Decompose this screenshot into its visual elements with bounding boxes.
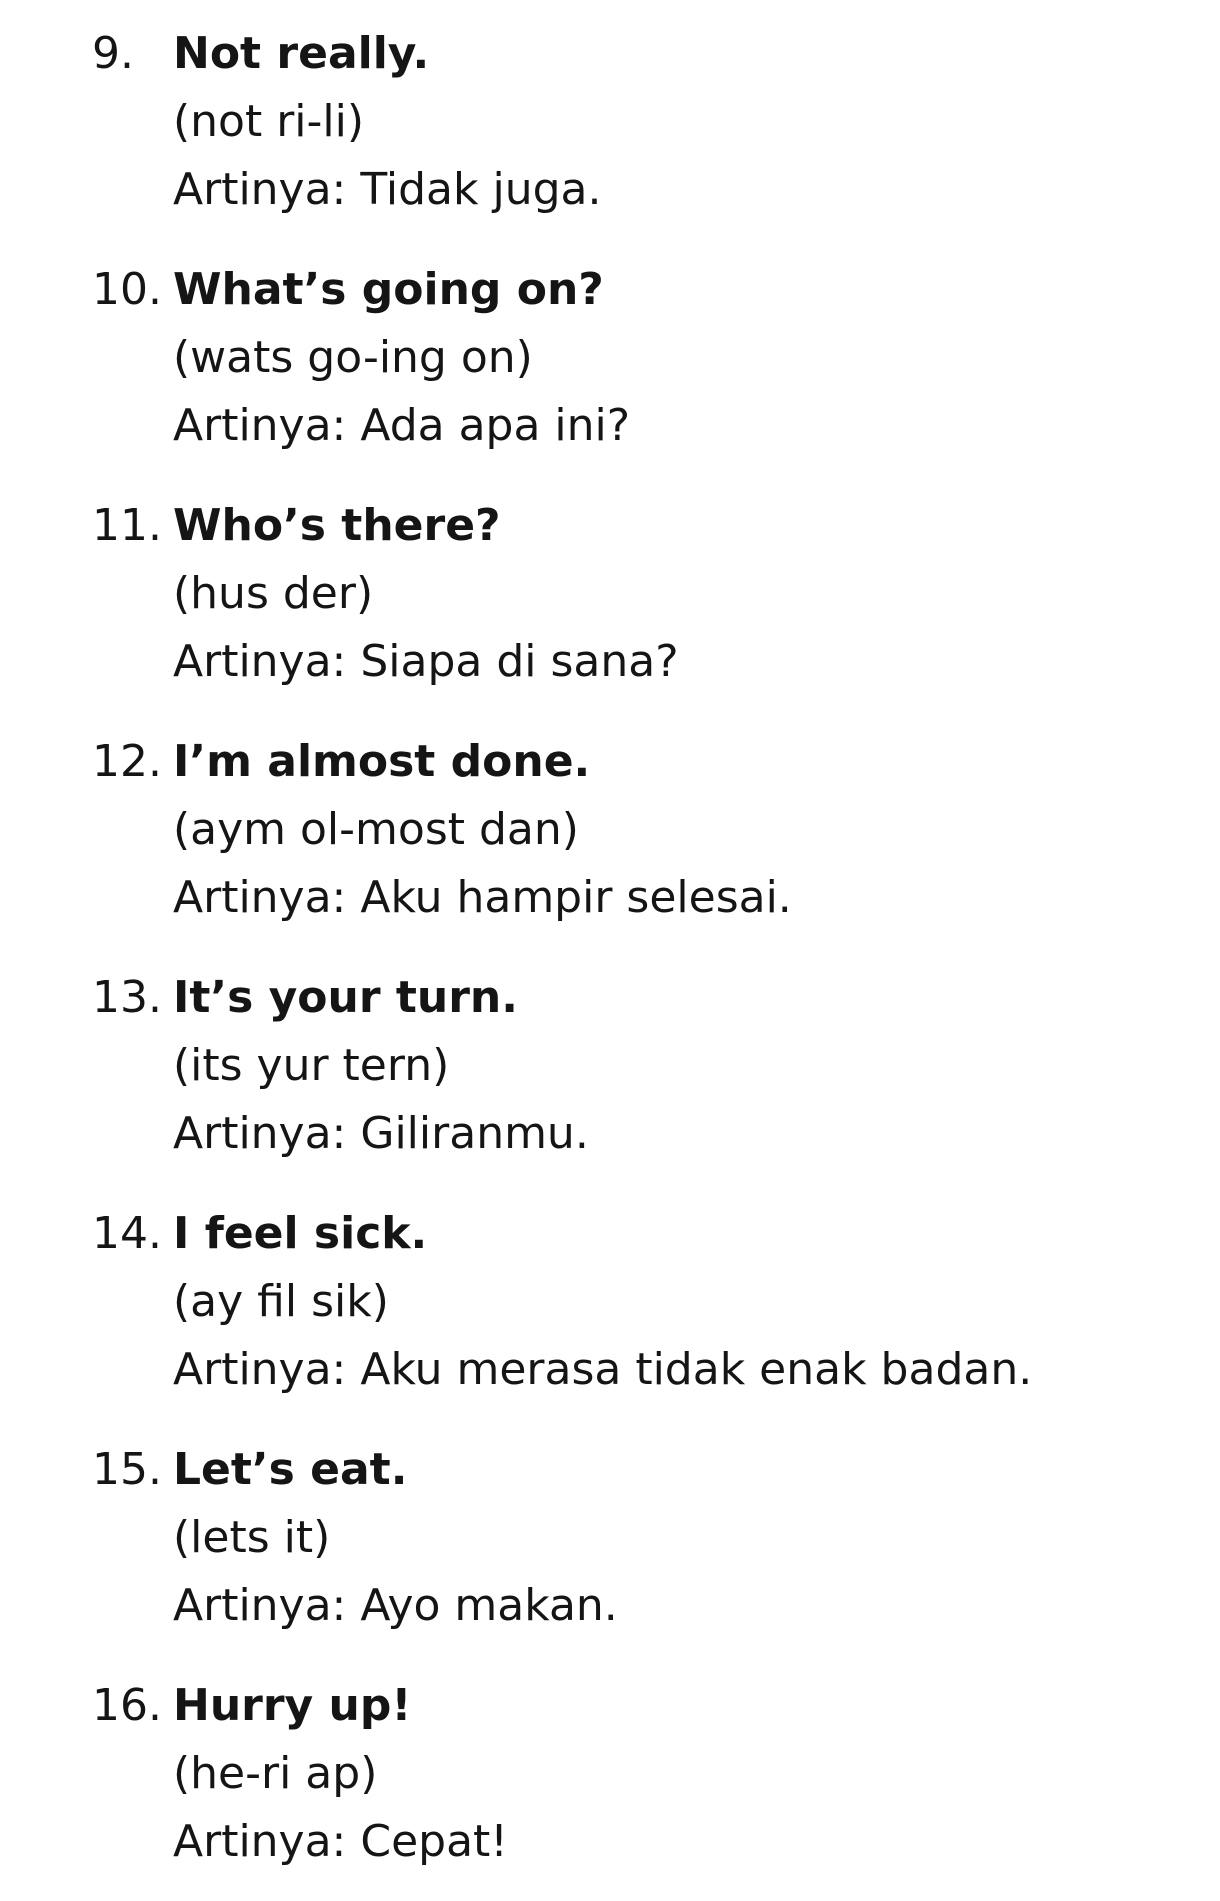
item-number: 13. [92, 972, 162, 1023]
item-number: 10. [92, 264, 162, 315]
meaning: Artinya: Aku merasa tidak enak badan. [173, 1344, 1033, 1395]
item-number: 14. [92, 1208, 162, 1259]
pronunciation: (its yur tern) [173, 1040, 450, 1091]
item-number: 9. [92, 28, 134, 79]
pronunciation: (not ri-li) [173, 96, 365, 147]
pronunciation: (hus der) [173, 568, 374, 619]
meaning: Artinya: Giliranmu. [173, 1108, 589, 1159]
phrase-item [0, 492, 1220, 704]
english-phrase: I’m almost done. [173, 736, 591, 787]
phrase-item [0, 20, 1220, 232]
english-phrase: What’s going on? [173, 264, 604, 315]
item-number: 11. [92, 500, 162, 551]
english-phrase: Hurry up! [173, 1680, 412, 1731]
item-number: 16. [92, 1680, 162, 1731]
pronunciation: (he-ri ap) [173, 1748, 378, 1799]
phrase-item [0, 728, 1220, 940]
english-phrase: It’s your turn. [173, 972, 518, 1023]
english-phrase: I feel sick. [173, 1208, 428, 1259]
pronunciation: (aym ol-most dan) [173, 804, 579, 855]
meaning: Artinya: Siapa di sana? [173, 636, 679, 687]
item-number: 12. [92, 736, 162, 787]
phrase-item [0, 1200, 1220, 1412]
pronunciation: (lets it) [173, 1512, 331, 1563]
item-number: 15. [92, 1444, 162, 1495]
meaning: Artinya: Aku hampir selesai. [173, 872, 792, 923]
meaning: Artinya: Tidak juga. [173, 164, 602, 215]
english-phrase: Who’s there? [173, 500, 501, 551]
phrase-item [0, 1436, 1220, 1648]
meaning: Artinya: Ayo makan. [173, 1580, 618, 1631]
phrase-item [0, 1672, 1220, 1884]
phrase-item [0, 256, 1220, 468]
english-phrase: Let’s eat. [173, 1444, 408, 1495]
pronunciation: (ay fil sik) [173, 1276, 389, 1327]
phrase-item [0, 964, 1220, 1176]
meaning: Artinya: Ada apa ini? [173, 400, 631, 451]
pronunciation: (wats go-ing on) [173, 332, 533, 383]
english-phrase: Not really. [173, 28, 430, 79]
meaning: Artinya: Cepat! [173, 1816, 508, 1867]
